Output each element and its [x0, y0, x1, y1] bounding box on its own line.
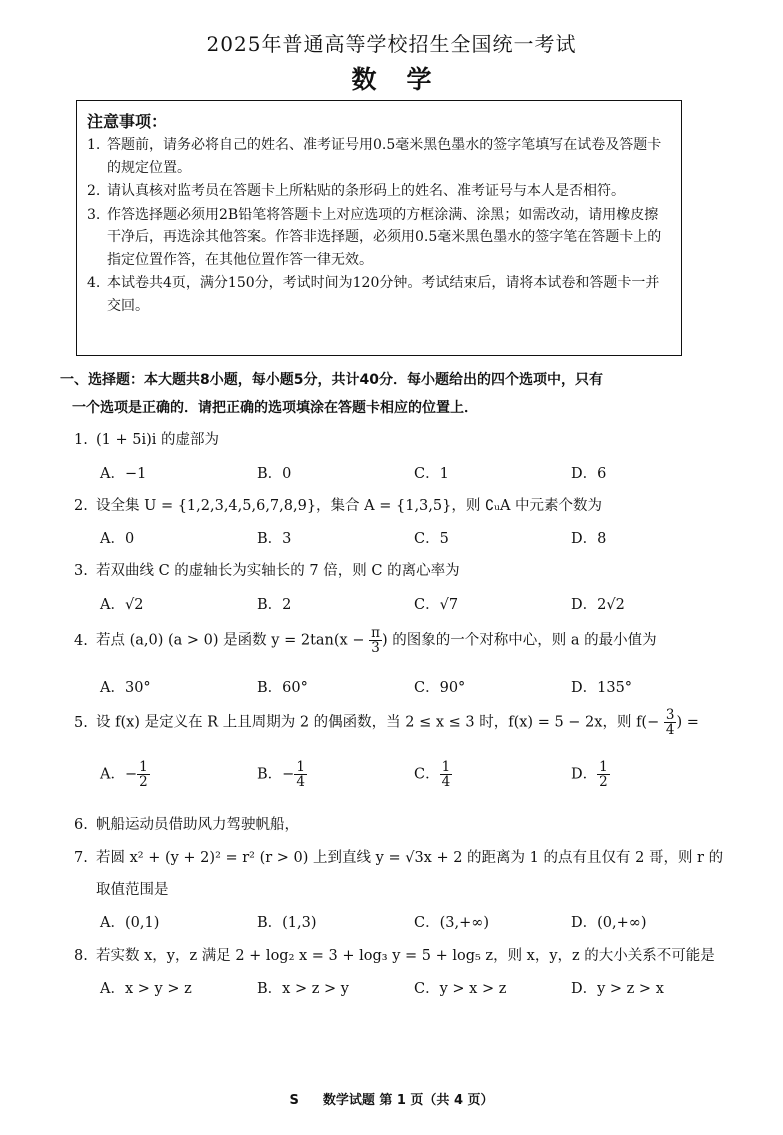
fraction-numerator: 3	[665, 707, 675, 723]
question-number: 1.	[74, 432, 88, 448]
option-a: A．(0,1)	[100, 915, 160, 931]
fraction-numerator: 1	[296, 759, 305, 775]
question-7-continued	[96, 878, 169, 899]
fraction-denominator: 4	[665, 722, 675, 739]
question-3	[74, 559, 460, 580]
option-label: A．	[100, 766, 125, 783]
section-heading	[60, 366, 700, 422]
option-c: C．√7	[414, 597, 459, 613]
question-number: 4.	[74, 632, 88, 649]
fraction-numerator: 1	[441, 759, 451, 775]
fraction-denominator: 2	[599, 774, 608, 791]
option-sign: −	[124, 766, 138, 783]
question-2	[74, 494, 602, 515]
question-stem-pre: 若点 (a,0) (a > 0) 是函数 y = 2tan(x −	[96, 632, 365, 649]
option-b: B．2	[257, 597, 292, 613]
fraction-numerator: 1	[599, 759, 608, 775]
option-label: C．	[414, 766, 440, 783]
notice-number: 2.	[87, 183, 101, 199]
option-a: A．0	[100, 531, 135, 547]
option-d: D．8	[571, 531, 607, 547]
section-heading-line1: 一、选择题：本大题共8小题，每小题5分，共计40分．每小题给出的四个选项中，只有	[60, 372, 603, 388]
question-number: 2.	[74, 498, 88, 514]
option-b	[257, 760, 307, 789]
question-stem: 若双曲线 C 的虚轴长为实轴长的 7 倍，则 C 的离心率为	[96, 563, 460, 579]
question-number: 3.	[74, 563, 88, 579]
question-5-options	[100, 760, 660, 800]
question-1	[74, 428, 219, 449]
fraction-denominator: 3	[371, 640, 380, 657]
question-stem: 若实数 x，y，z 满足 2 + log₂ x = 3 + log₃ y = 5 + log₅ z，则 x，y，z 的大小关系不可能是	[96, 948, 715, 964]
option-a: A．√2	[100, 597, 144, 613]
subject-title: 数学	[351, 65, 462, 94]
question-7-options	[100, 911, 660, 941]
option-c: C．y > x > z	[414, 981, 507, 997]
notice-number: 1.	[87, 137, 101, 153]
option-label: B．	[257, 766, 283, 783]
option-a	[100, 760, 150, 789]
question-stem: 帆船运动员借助风力驾驶帆船，	[96, 817, 299, 833]
fraction	[294, 760, 307, 789]
notice-item	[87, 180, 669, 203]
option-label: D．	[571, 766, 598, 783]
question-7	[74, 846, 723, 867]
option-b: B．(1,3)	[257, 915, 317, 931]
question-4	[74, 626, 657, 655]
section-heading-line2: 一个选项是正确的．请把正确的选项填涂在答题卡相应的位置上．	[72, 400, 478, 416]
question-2-options	[100, 527, 660, 557]
option-a: A．x > y > z	[100, 981, 192, 997]
option-c: C．(3,+∞)	[414, 915, 489, 931]
question-6	[74, 813, 299, 834]
question-stem: (1 + 5i)i 的虚部为	[96, 432, 220, 448]
page-footer	[0, 1089, 783, 1108]
option-c: C．1	[414, 466, 449, 482]
question-stem: 若圆 x² + (y + 2)² = r² (r > 0) 上到直线 y = √3x + 2 的距离为 1 的点有且仅有 2 哥，则 r 的	[96, 850, 724, 866]
fraction-numerator: π	[371, 625, 380, 641]
option-d: D．(0,+∞)	[571, 915, 647, 931]
notice-item	[87, 204, 669, 272]
question-5	[74, 708, 699, 737]
option-b: B．0	[257, 466, 292, 482]
notice-number: 4.	[87, 275, 101, 291]
notice-title: 注意事项：	[87, 112, 168, 131]
question-4-options	[100, 676, 660, 706]
footer-mark: S	[289, 1093, 299, 1108]
question-8	[74, 944, 715, 965]
fraction	[664, 708, 677, 737]
notice-number: 3.	[87, 206, 101, 223]
option-b: B．3	[257, 531, 292, 547]
question-number: 7.	[74, 850, 88, 866]
option-c: C．5	[414, 531, 449, 547]
notice-text: 答题前，请务必将自己的姓名、准考证号用0.5毫米黑色墨水的签字笔填写在试卷及答题卡的规定位置。	[107, 137, 662, 176]
notice-text: 请认真核对监考员在答题卡上所粘贴的条形码上的姓名、准考证号与本人是否相符。	[107, 183, 625, 199]
option-b: B．60°	[257, 680, 308, 696]
question-1-options	[100, 462, 660, 492]
notice-item	[87, 272, 669, 317]
fraction-denominator: 4	[441, 774, 451, 791]
fraction-numerator: 1	[139, 759, 148, 775]
fraction-denominator: 2	[139, 774, 148, 791]
option-d: D．2√2	[571, 597, 625, 613]
notice-text: 作答选择题必须用2B铅笔将答题卡上对应选项的方框涂满、涂黑；如需改动，请用橡皮擦干净后，再选涂其他答案。作答非选择题，必须用0.5毫米黑色墨水的签字笔在答题卡上的指定位置作答，在其他位置作答一律无效。	[107, 206, 662, 268]
option-d: D．y > z > x	[571, 981, 664, 997]
fraction	[137, 760, 150, 789]
question-number: 6.	[74, 817, 88, 833]
question-3-options	[100, 593, 660, 623]
option-d: D．6	[571, 466, 607, 482]
option-d: D．135°	[571, 680, 633, 696]
option-b: B．x > z > y	[257, 981, 349, 997]
question-number: 5.	[74, 714, 88, 731]
fraction	[440, 760, 453, 789]
option-c	[414, 760, 452, 789]
question-stem-pre: 设 f(x) 是定义在 R 上且周期为 2 的偶函数，当 2 ≤ x ≤ 3 时，f(x) = 5 − 2x，则 f(−	[96, 714, 660, 731]
option-a: A．30°	[100, 680, 151, 696]
notice-box	[76, 100, 682, 356]
fraction	[369, 626, 382, 655]
fraction	[597, 760, 610, 789]
question-stem-post: ) =	[676, 714, 699, 731]
question-8-options	[100, 977, 664, 1007]
option-a: A．−1	[100, 466, 147, 482]
notice-item	[87, 134, 669, 179]
question-number: 8.	[74, 948, 88, 964]
fraction-denominator: 4	[296, 774, 305, 791]
notice-text: 本试卷共4页，满分150分，考试时间为120分钟。考试结束后，请将本试卷和答题卡一并交回。	[107, 275, 660, 314]
option-d	[571, 760, 610, 789]
question-stem-post: ) 的图象的一个对称中心，则 a 的最小值为	[381, 632, 657, 649]
question-stem-continued: 取值范围是	[96, 882, 169, 898]
exam-title: 2025年普通高等学校招生全国统一考试	[206, 32, 577, 56]
option-sign: −	[282, 766, 295, 783]
option-c: C．90°	[414, 680, 466, 696]
footer-text: 数学试题 第 1 页（共 4 页）	[322, 1093, 494, 1108]
question-stem: 设全集 U = {1,2,3,4,5,6,7,8,9}，集合 A = {1,3,5}，则 ∁ᵤA 中元素个数为	[96, 498, 603, 514]
